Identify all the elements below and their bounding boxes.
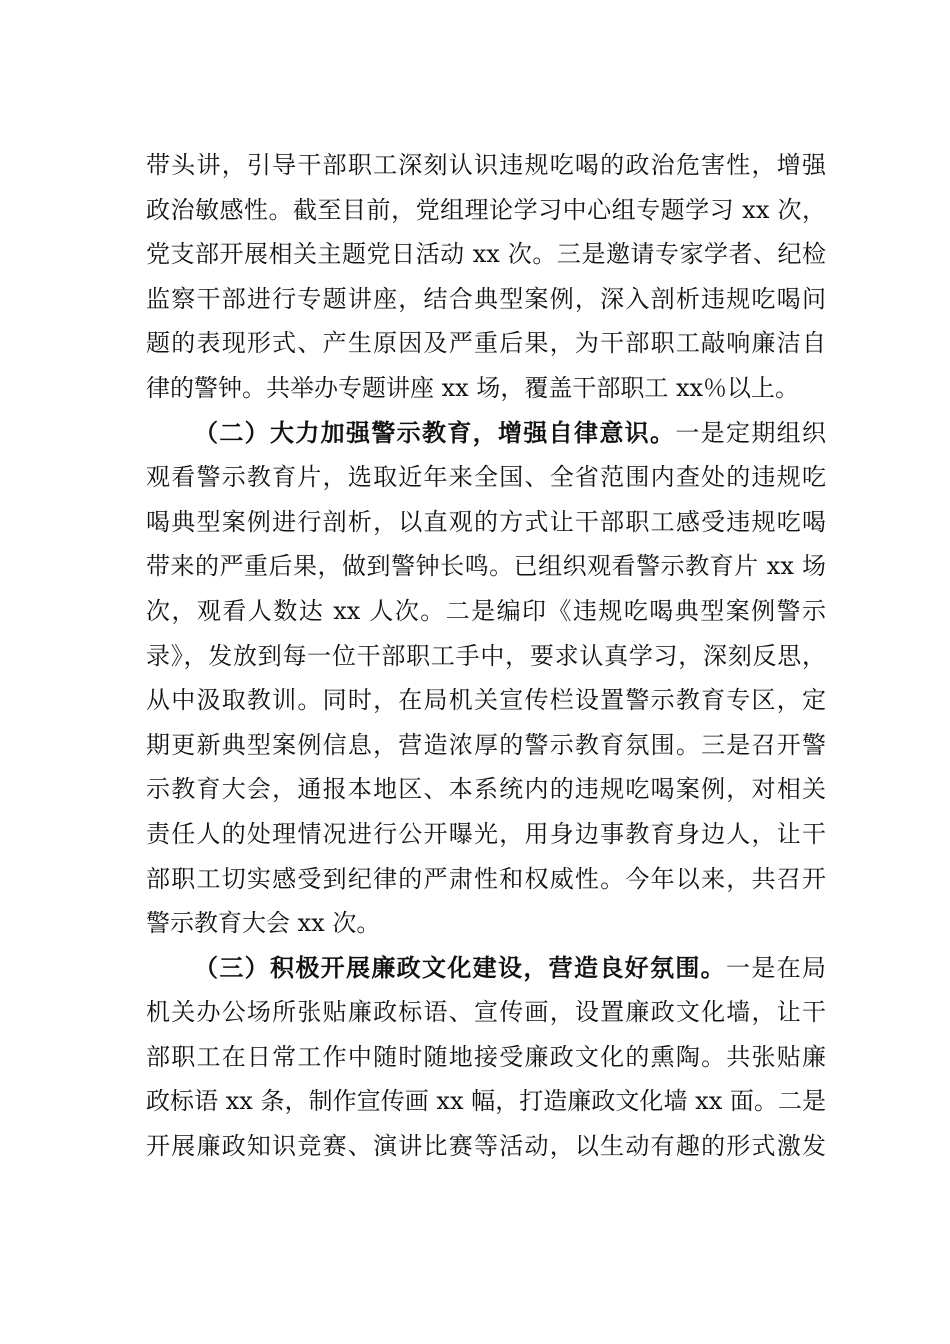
text-line: 律的警钟。共举办专题讲座 xx 场，覆盖干部职工 xx％以上。	[146, 373, 800, 402]
text-line: 题的表现形式、产生原因及严重后果，为干部职工敲响廉洁自	[146, 329, 826, 358]
text-line: 从中汲取教训。同时，在局机关宣传栏设置警示教育专区，定	[146, 686, 826, 715]
text-line: 政标语 xx 条，制作宣传画 xx 幅，打造廉政文化墙 xx 面。二是	[146, 1087, 826, 1116]
text-line: 开展廉政知识竞赛、演讲比赛等活动，以生动有趣的形式激发	[146, 1132, 826, 1161]
section-heading: （二）大力加强警示教育，增强自律意识。	[194, 417, 676, 447]
text-line: 警示教育大会 xx 次。	[146, 909, 381, 938]
text-line: 部职工在日常工作中随时随地接受廉政文化的熏陶。共张贴廉	[146, 1042, 826, 1071]
text-line: 示教育大会，通报本地区、本系统内的违规吃喝案例，对相关	[146, 775, 826, 804]
section-heading: （三）积极开展廉政文化建设，营造良好氛围。	[194, 952, 726, 982]
text-line: 责任人的处理情况进行公开曝光，用身边事教育身边人，让干	[146, 819, 826, 848]
text-line: 观看警示教育片，选取近年来全国、全省范围内查处的违规吃	[146, 463, 826, 492]
text-line: 期更新典型案例信息，营造浓厚的警示教育氛围。三是召开警	[146, 730, 826, 759]
paragraph-3	[146, 946, 826, 1169]
paragraph-2	[146, 411, 826, 946]
text-line: 监察干部进行专题讲座，结合典型案例，深入剖析违规吃喝问	[146, 284, 826, 313]
paragraph-first-line	[146, 946, 826, 991]
text-run: 一是定期组织	[675, 418, 827, 447]
text-line: 政治敏感性。截至目前，党组理论学习中心组专题学习 xx 次，	[146, 195, 826, 224]
text-run: 一是在局	[726, 953, 826, 982]
text-line: 喝典型案例进行剖析，以直观的方式让干部职工感受违规吃喝	[146, 507, 826, 536]
text-line: 部职工切实感受到纪律的严肃性和权威性。今年以来，共召开	[146, 864, 826, 893]
paragraph-1	[146, 143, 826, 411]
paragraph-first-line	[146, 411, 826, 456]
text-line: 次，观看人数达 xx 人次。二是编印《违规吃喝典型案例警示	[146, 596, 826, 625]
text-line: 党支部开展相关主题党日活动 xx 次。三是邀请专家学者、纪检	[146, 240, 826, 269]
text-line: 录》，发放到每一位干部职工手中，要求认真学习，深刻反思，	[146, 641, 826, 670]
document-page	[146, 143, 826, 1169]
text-line: 带来的严重后果，做到警钟长鸣。已组织观看警示教育片 xx 场	[146, 552, 826, 581]
text-line: 带头讲，引导干部职工深刻认识违规吃喝的政治危害性，增强	[146, 151, 826, 179]
text-line: 机关办公场所张贴廉政标语、宣传画，设置廉政文化墙，让干	[146, 998, 826, 1027]
